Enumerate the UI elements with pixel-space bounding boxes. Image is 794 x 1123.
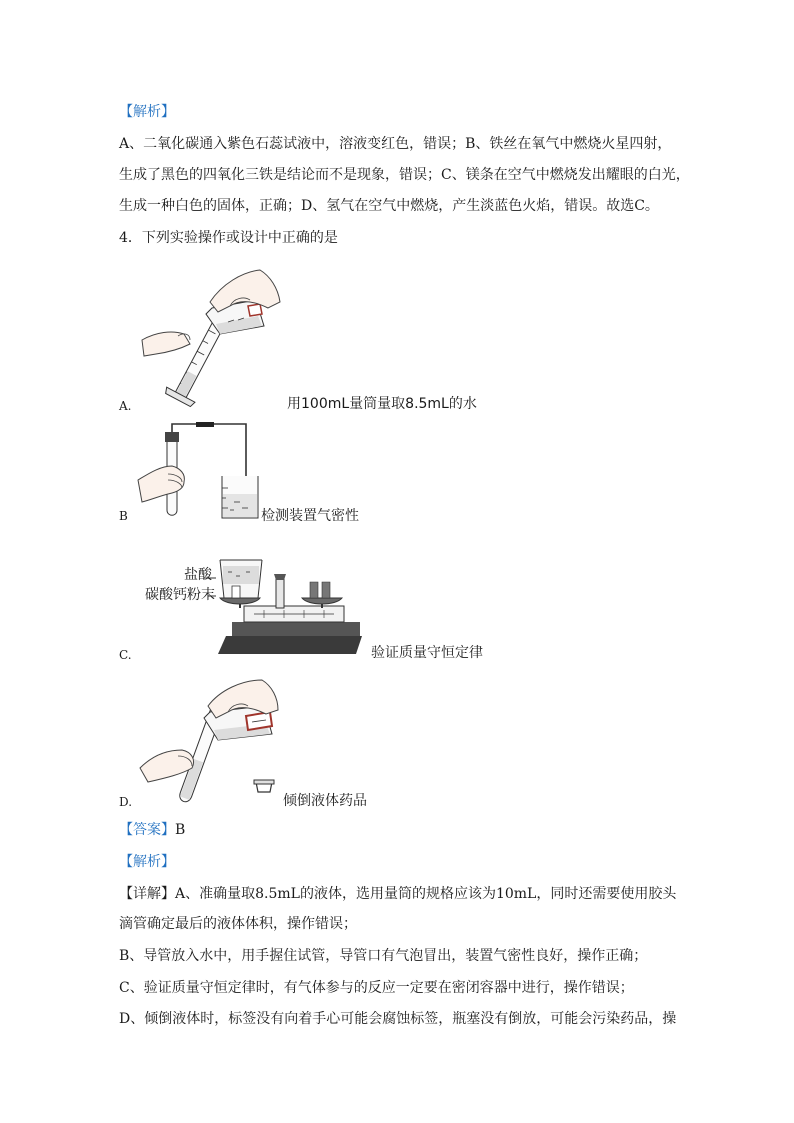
reagent-label-acid: 盐酸 [184, 567, 212, 583]
answer-line [119, 820, 185, 840]
option-c-illustration [214, 552, 364, 660]
analysis-line: C、验证质量守恒定律时，有气体参与的反应一定要在密闭容器中进行，操作错误； [119, 980, 634, 996]
analysis-line: B、导管放入水中，用手握住试管，导管口有气泡冒出，装置气密性良好，操作正确； [119, 948, 648, 964]
option-label: C. [119, 648, 132, 662]
analysis-line: D、倾倒液体时，标签没有向着手心可能会腐蚀标签，瓶塞没有倒放，可能会污染药品，操 [119, 1011, 677, 1027]
option-caption: 验证质量守恒定律 [371, 645, 483, 661]
answer-value: B [175, 822, 186, 838]
analysis-heading: 【解析】 [119, 854, 175, 870]
option-a-illustration [138, 262, 283, 408]
analysis-heading: 【解析】 [119, 104, 175, 120]
option-label: D. [119, 795, 133, 809]
question-stem: 4．下列实验操作或设计中正确的是 [119, 230, 338, 246]
option-caption: 用100mL量筒量取8.5mL的水 [287, 396, 477, 412]
analysis-line: A、二氧化碳通入紫色石蕊试液中，溶液变红色，错误；B、铁丝在氧气中燃烧火星四射， [119, 136, 672, 152]
answer-heading: 【答案】 [119, 822, 175, 838]
reagent-label-powder: 碳酸钙粉末 [145, 587, 215, 603]
analysis-line: 滴管确定最后的液体体积，操作错误； [119, 916, 357, 932]
analysis-line: 生成了黑色的四氧化三铁是结论而不是现象，错误；C、镁条在空气中燃烧发出耀眼的白光， [119, 167, 690, 183]
option-caption: 检测装置气密性 [261, 508, 359, 524]
option-label: B [119, 509, 128, 523]
detail-heading: 【详解】 [119, 886, 175, 902]
option-label: A. [119, 399, 132, 413]
analysis-line: 生成一种白色的固体，正确；D、氢气在空气中燃烧，产生淡蓝色火焰，错误。故选C。 [119, 198, 659, 214]
option-caption: 倾倒液体药品 [283, 793, 367, 809]
option-b-illustration [138, 422, 263, 522]
detail-text: A、准确量取8.5mL的液体，选用量筒的规格应该为10mL，同时还需要使用胶头 [175, 886, 677, 902]
analysis-line [119, 884, 676, 904]
option-d-illustration [138, 676, 288, 808]
